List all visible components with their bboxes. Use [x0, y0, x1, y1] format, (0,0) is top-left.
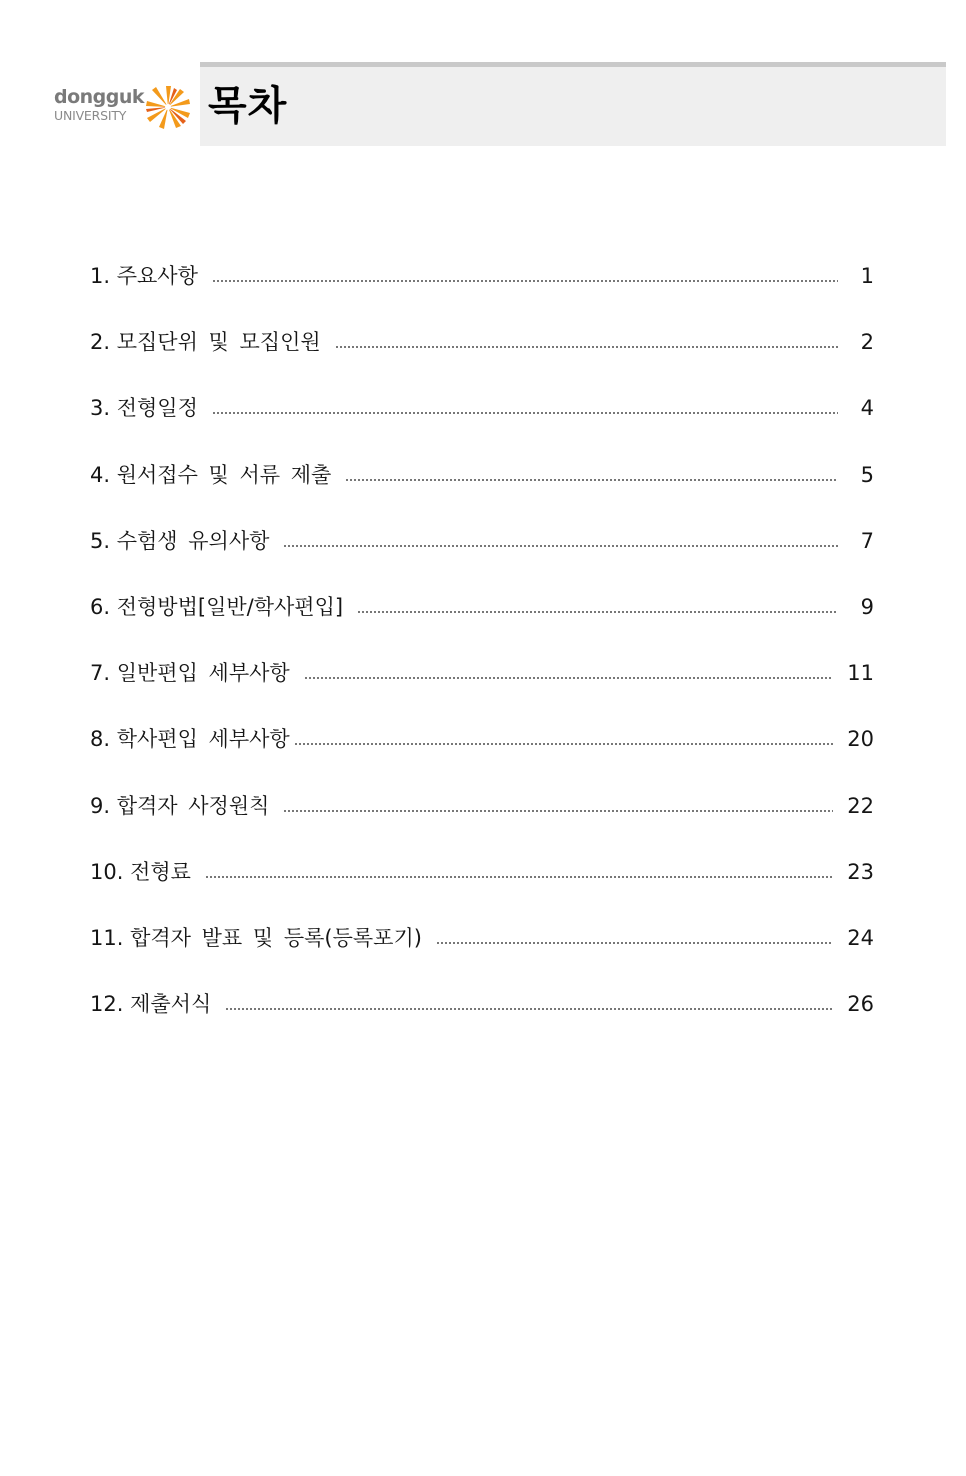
toc-item-number: 1.	[90, 264, 111, 288]
toc-item-number: 5.	[90, 528, 111, 553]
toc-item-page: 2	[860, 330, 874, 355]
dot-leader	[294, 743, 834, 745]
toc-item-page: 5	[860, 462, 874, 487]
dot-leader	[283, 810, 833, 812]
logo-wordmark: dongguk	[54, 86, 145, 108]
toc-item-label: 일반편입 세부사항	[116, 661, 290, 686]
toc-item[interactable]	[90, 657, 874, 723]
dot-leader	[357, 611, 838, 613]
toc-item-label: 합격자 발표 및 등록(등록포기)	[130, 925, 422, 950]
toc-item-page: 26	[847, 992, 874, 1017]
toc-item[interactable]	[90, 988, 874, 1054]
toc-item[interactable]	[90, 856, 874, 922]
toc-item-number: 8.	[90, 727, 111, 752]
toc-item-page: 23	[847, 859, 874, 884]
toc-item-label: 합격자 사정원칙	[116, 793, 270, 818]
toc-item[interactable]	[90, 723, 874, 789]
toc-item-number: 9.	[90, 793, 111, 818]
toc-item-label: 제출서식	[130, 992, 212, 1017]
toc-item[interactable]	[90, 591, 874, 657]
toc-item[interactable]	[90, 326, 874, 392]
toc-item-label: 모집단위 및 모집인원	[116, 330, 321, 355]
toc-item[interactable]	[90, 525, 874, 591]
toc-item-page: 20	[847, 727, 874, 752]
dot-leader	[283, 545, 838, 547]
toc-item-page: 9	[860, 594, 874, 619]
toc-item-label: 주요사항	[116, 264, 198, 288]
toc-item-number: 4.	[90, 462, 111, 487]
toc-item-number: 11.	[90, 925, 124, 950]
title-bar	[200, 62, 946, 146]
lotus-burst-icon	[144, 84, 192, 130]
toc-item-number: 12.	[90, 992, 124, 1017]
dot-leader	[212, 412, 838, 414]
toc-item-number: 2.	[90, 330, 111, 355]
toc-item-page: 22	[847, 793, 874, 818]
toc-item[interactable]	[90, 790, 874, 856]
page-header	[0, 0, 966, 160]
dot-leader	[205, 876, 833, 878]
toc-item-page: 11	[847, 661, 874, 686]
toc-item-label: 학사편입 세부사항	[116, 727, 290, 752]
toc-item-label: 전형료	[130, 859, 191, 884]
logo-subtitle: UNIVERSITY	[54, 108, 127, 123]
dongguk-university-logo	[50, 84, 195, 130]
toc-item-number: 10.	[90, 859, 124, 884]
dot-leader	[345, 479, 838, 481]
toc-item-number: 7.	[90, 661, 111, 686]
page-title: 목차	[208, 83, 288, 129]
table-of-contents	[90, 260, 874, 1054]
toc-item-label: 전형방법[일반/학사편입]	[116, 594, 344, 619]
toc-item-number: 3.	[90, 396, 111, 421]
dot-leader	[212, 280, 838, 282]
toc-item-number: 6.	[90, 594, 111, 619]
toc-item[interactable]	[90, 260, 874, 326]
toc-item-label: 원서접수 및 서류 제출	[116, 462, 332, 487]
toc-item-page: 1	[860, 264, 874, 288]
dot-leader	[225, 1008, 833, 1010]
toc-item[interactable]	[90, 392, 874, 458]
toc-item[interactable]	[90, 459, 874, 525]
toc-item-page: 7	[860, 528, 874, 553]
toc-item-page: 4	[860, 396, 874, 421]
toc-item-page: 24	[847, 925, 874, 950]
dot-leader	[436, 942, 833, 944]
toc-item-label: 수험생 유의사항	[116, 528, 270, 553]
dot-leader	[335, 346, 838, 348]
toc-item-label: 전형일정	[116, 396, 198, 421]
dot-leader	[304, 677, 834, 679]
toc-item[interactable]	[90, 922, 874, 988]
